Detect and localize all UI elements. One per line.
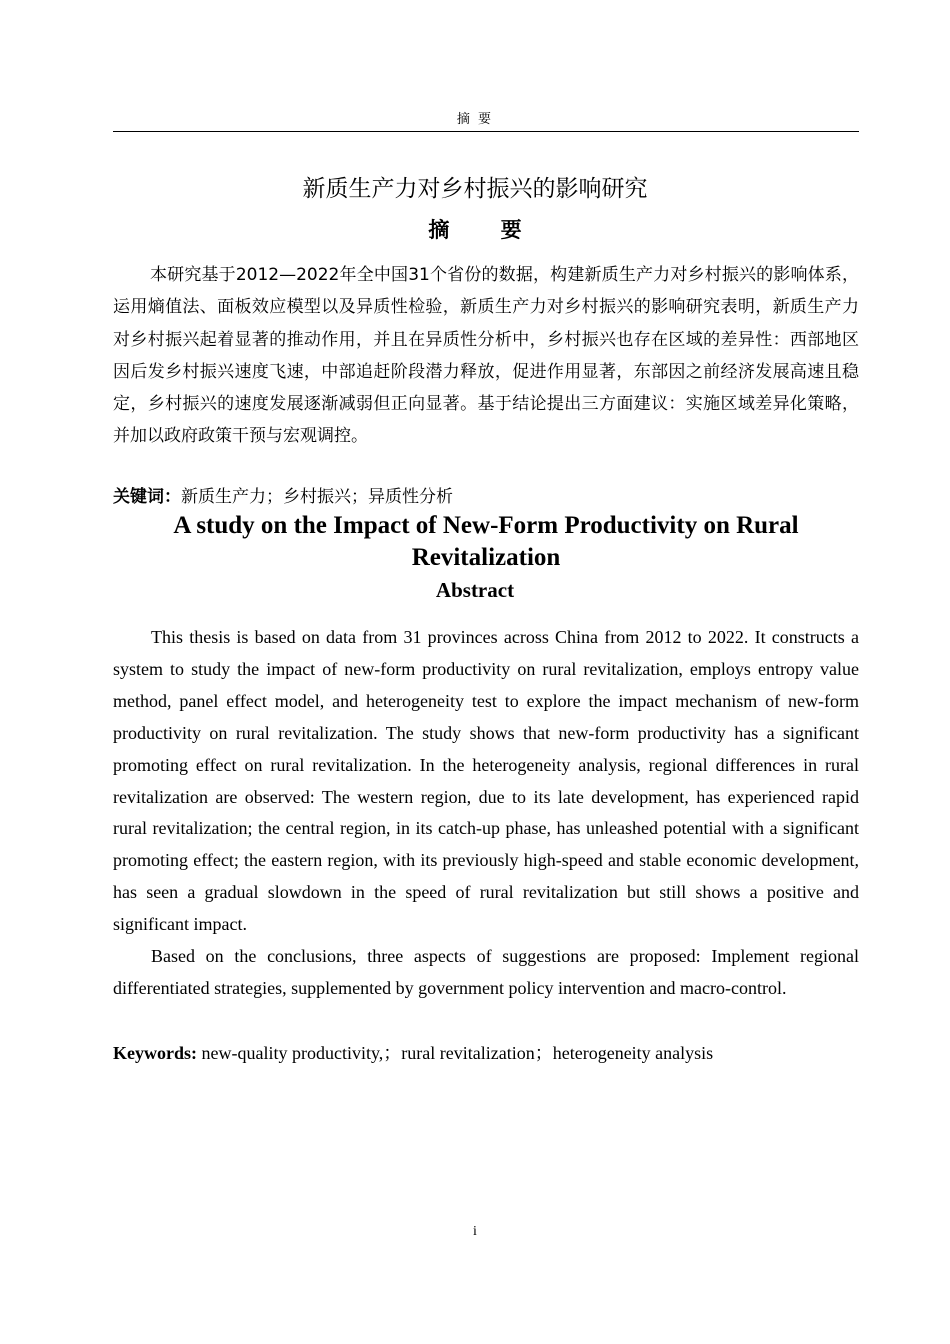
- chinese-keywords-text: 新质生产力；乡村振兴；异质性分析: [181, 487, 453, 507]
- english-abstract-paragraph: This thesis is based on data from 31 provinces across China from 2012 to 2022. It constructs a system to study the impact of new-form productivity on rural revitalization, employs entropy value method, panel effect model, and heterogeneity test to explore the impact mechanism of new-form productivity on rural revitalization. The study shows that new-form productivity has a significant promoting effect on rural revitalization. In the heterogeneity analysis, regional differences in rural revitalization are observed: The western region, due to its late development, has experienced rapid rural revitalization; the central region, in its catch-up phase, has unleashed potential with a significant promoting effect; the eastern region, with its previously high-speed and stable economic development, has seen a gradual slowdown in the speed of rural revitalization but still shows a positive and significant impact.: [113, 627, 859, 935]
- english-keywords-text: new-quality productivity,；rural revitalization；heterogeneity analysis: [201, 1043, 714, 1063]
- chinese-abstract-heading: 摘 要: [428, 218, 544, 242]
- running-header: 摘 要: [456, 112, 494, 127]
- chinese-keywords-label: 关键词：: [113, 487, 181, 507]
- page-number: i: [473, 1224, 477, 1239]
- chinese-keywords: [113, 482, 859, 507]
- english-keywords-label: Keywords:: [113, 1043, 197, 1063]
- english-abstract-paragraph: Based on the conclusions, three aspects of suggestions are proposed: Implement regional differentiated strategies, supplemented by government policy intervention and macro-control.: [113, 946, 859, 998]
- english-title: A study on the Impact of New-Form Productivity on Rural Revitalization: [173, 512, 799, 571]
- english-keywords: [113, 1039, 859, 1065]
- english-abstract-heading: Abstract: [435, 578, 515, 602]
- header-rule: [113, 131, 859, 132]
- chinese-abstract-body: 本研究基于2012—2022年全中国31个省份的数据，构建新质生产力对乡村振兴的影响体系，运用熵值法、面板效应模型以及异质性检验，新质生产力对乡村振兴的影响研究表明，新质生产力对乡村振兴起着显著的推动作用，并且在异质性分析中，乡村振兴也存在区域的差异性：西部地区因后发乡村振兴速度飞速，中部追赶阶段潜力释放，促进作用显著，东部因之前经济发展高速且稳定，乡村振兴的速度发展逐渐减弱但正向显著。基于结论提出三方面建议：实施区域差异化策略，并加以政府政策干预与宏观调控。: [113, 265, 859, 447]
- chinese-title: 新质生产力对乡村振兴的影响研究: [302, 176, 648, 202]
- english-abstract-body: [113, 622, 859, 1005]
